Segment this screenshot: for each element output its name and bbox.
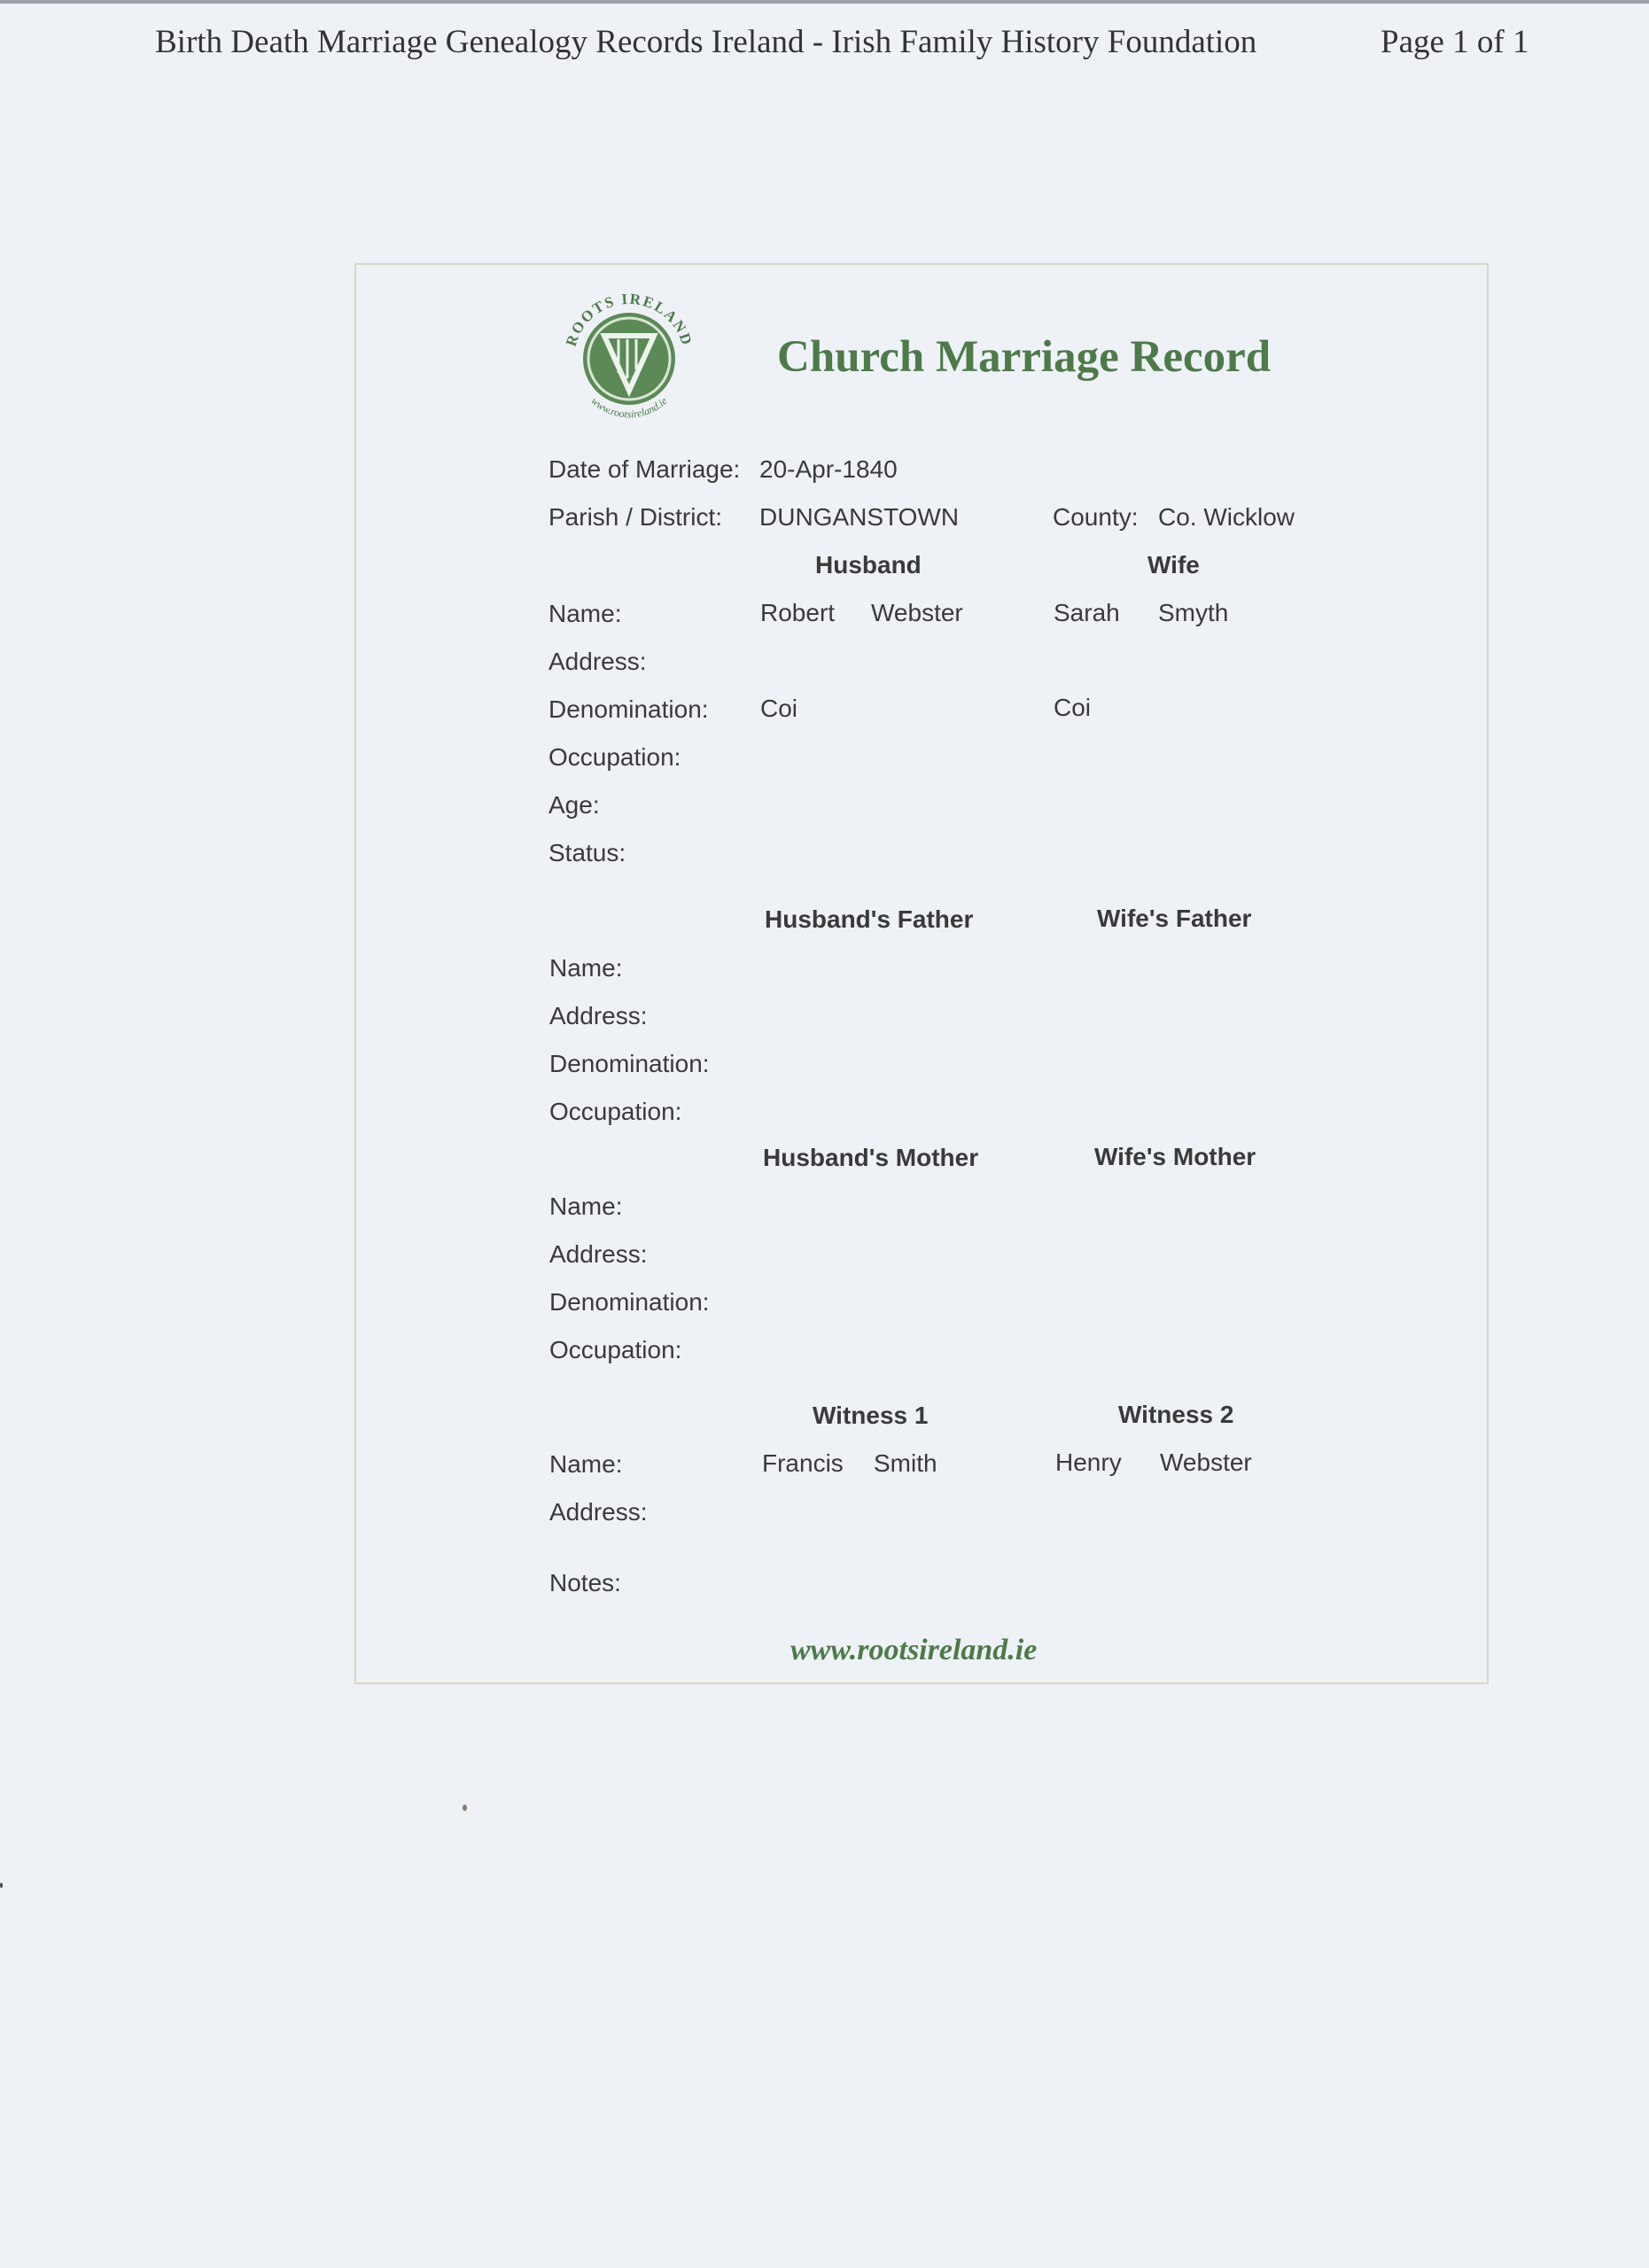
witness-name-label: Name: <box>549 1450 623 1478</box>
marriage-record-card <box>354 263 1489 1684</box>
witness-2-last-name: Webster <box>1160 1449 1252 1476</box>
witness-1-heading: Witness 1 <box>813 1402 929 1429</box>
witness-address-label: Address: <box>549 1498 648 1526</box>
page-number: Page 1 of 1 <box>1381 24 1529 60</box>
couple-address-label: Address: <box>548 648 647 675</box>
wifes-father-heading: Wife's Father <box>1097 905 1252 932</box>
svg-text:www.rootsireland.ie: www.rootsireland.ie <box>588 394 670 421</box>
page-header-title: Birth Death Marriage Genealogy Records Ireland - Irish Family History Foundation <box>155 24 1257 60</box>
footer-url: www.rootsireland.ie <box>790 1634 1038 1666</box>
date-of-marriage-label: Date of Marriage: <box>548 455 741 483</box>
svg-text:ROOTS IRELAND: ROOTS IRELAND <box>562 290 696 349</box>
mothers-name-label: Name: <box>549 1192 623 1220</box>
mothers-address-label: Address: <box>549 1240 648 1268</box>
scan-speck <box>463 1805 467 1811</box>
couple-denomination-label: Denomination: <box>548 695 709 723</box>
scan-edge <box>0 0 1649 4</box>
witness-2-first-name: Henry <box>1055 1449 1122 1476</box>
wife-denomination: Coi <box>1054 694 1092 721</box>
wife-first-name: Sarah <box>1054 599 1120 626</box>
scan-speck <box>0 1883 3 1888</box>
witness-1-last-name: Smith <box>874 1449 937 1477</box>
husband-heading: Husband <box>815 551 922 579</box>
fathers-occupation-label: Occupation: <box>549 1098 682 1125</box>
record-title: Church Marriage Record <box>777 332 1272 382</box>
fathers-address-label: Address: <box>549 1002 648 1029</box>
couple-occupation-label: Occupation: <box>548 743 681 771</box>
witness-2-heading: Witness 2 <box>1118 1401 1234 1428</box>
wife-last-name: Smyth <box>1158 599 1229 626</box>
husband-last-name: Webster <box>871 599 963 626</box>
husbands-mother-heading: Husband's Mother <box>763 1144 979 1171</box>
husband-denomination: Coi <box>760 695 798 722</box>
couple-name-label: Name: <box>548 600 622 627</box>
witness-1-first-name: Francis <box>762 1449 844 1477</box>
husband-first-name: Robert <box>760 599 836 626</box>
county-value: Co. Wicklow <box>1158 503 1295 531</box>
parish-label: Parish / District: <box>548 503 723 531</box>
wife-heading: Wife <box>1147 551 1200 579</box>
couple-status-label: Status: <box>548 839 626 866</box>
mothers-occupation-label: Occupation: <box>549 1336 682 1363</box>
couple-age-label: Age: <box>548 791 600 819</box>
page-header <box>155 23 1537 67</box>
husbands-father-heading: Husband's Father <box>765 905 974 933</box>
roots-ireland-logo-icon <box>549 277 709 437</box>
fathers-name-label: Name: <box>549 954 623 982</box>
wifes-mother-heading: Wife's Mother <box>1094 1143 1256 1170</box>
fathers-denomination-label: Denomination: <box>549 1050 710 1077</box>
parish-value: DUNGANSTOWN <box>759 503 960 531</box>
mothers-denomination-label: Denomination: <box>549 1288 710 1316</box>
date-of-marriage-value: 20-Apr-1840 <box>759 455 898 483</box>
county-label: County: <box>1053 503 1139 531</box>
notes-label: Notes: <box>549 1569 621 1596</box>
